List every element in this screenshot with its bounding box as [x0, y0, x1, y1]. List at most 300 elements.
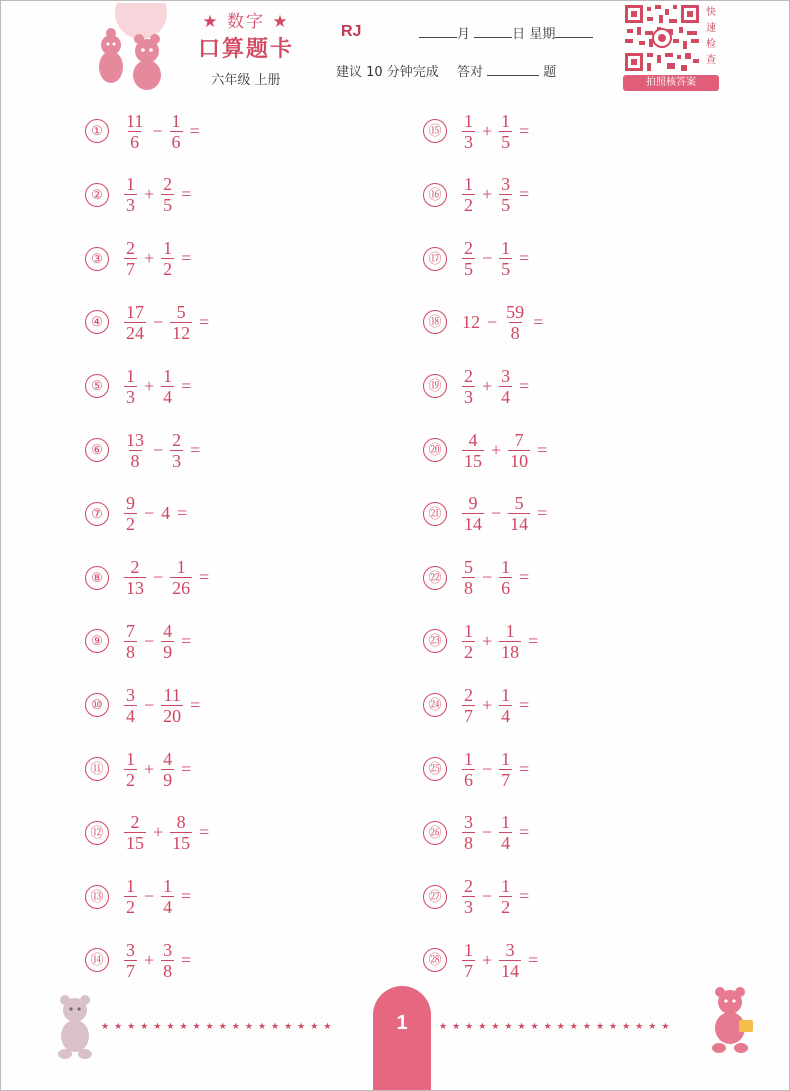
fraction	[124, 430, 146, 471]
answer-space[interactable]	[542, 948, 602, 972]
equals-sign: =	[537, 439, 548, 460]
answer-space[interactable]	[533, 757, 593, 781]
fraction	[462, 812, 475, 853]
numerator: 9	[126, 493, 135, 514]
problem-item	[423, 420, 611, 480]
equals-sign: =	[519, 694, 530, 715]
numerator: 2	[464, 684, 473, 705]
numerator: 17	[126, 301, 144, 322]
whole-number: 4	[161, 503, 171, 524]
fraction	[124, 302, 146, 343]
numerator: 4	[468, 429, 478, 450]
answer-space[interactable]	[533, 566, 593, 590]
answer-space[interactable]	[195, 885, 255, 909]
problem-number: ①	[85, 119, 109, 143]
numerator: 11	[163, 684, 181, 705]
denominator: 26	[172, 578, 191, 599]
numerator: 1	[501, 876, 511, 897]
fraction	[124, 621, 137, 662]
numerator: 1	[126, 174, 135, 195]
problem-item	[423, 611, 602, 671]
denominator: 6	[501, 578, 511, 599]
equals-sign: =	[533, 311, 544, 332]
numerator: 3	[163, 939, 173, 960]
fraction	[124, 238, 137, 279]
denominator: 3	[172, 450, 182, 471]
equals-sign: =	[199, 567, 210, 588]
star-icon: ★	[556, 1022, 570, 1032]
numerator: 2	[126, 238, 135, 259]
operator: −	[144, 694, 155, 715]
denominator: 6	[464, 769, 473, 790]
star-icon: ★	[543, 1022, 557, 1032]
denominator: 8	[163, 960, 173, 981]
day-blank[interactable]	[474, 25, 512, 38]
star-icon: ★	[179, 1022, 193, 1032]
operator: +	[482, 120, 493, 141]
numerator: 1	[464, 939, 473, 960]
answer-space[interactable]	[195, 183, 255, 207]
denominator: 15	[464, 450, 482, 471]
answer-space[interactable]	[191, 502, 251, 526]
operator: −	[144, 630, 155, 651]
fraction	[499, 876, 512, 917]
star-icon: ★	[569, 1022, 583, 1032]
fraction	[170, 302, 192, 343]
problem-number: ⑤	[85, 374, 109, 398]
operator: −	[482, 758, 493, 779]
star-icon: ★	[310, 1022, 324, 1032]
fraction	[124, 876, 137, 917]
numerator: 1	[501, 684, 511, 705]
fraction	[161, 876, 174, 917]
fraction	[170, 430, 183, 471]
answer-space[interactable]	[533, 693, 593, 717]
operator: +	[144, 184, 155, 205]
star-icon: ★	[595, 1022, 610, 1032]
numerator: 7	[126, 620, 135, 641]
fraction	[161, 621, 174, 662]
problem-item	[423, 484, 611, 544]
denominator: 14	[510, 514, 529, 535]
equals-sign: =	[181, 248, 192, 269]
answer-label: 答对	[456, 65, 483, 80]
denominator: 3	[126, 195, 135, 216]
star-icon: ★	[166, 1022, 180, 1032]
equals-sign: =	[528, 949, 539, 970]
numerator: 2	[130, 812, 140, 833]
operator: −	[482, 822, 493, 843]
denominator: 4	[163, 897, 173, 918]
fraction	[161, 749, 174, 790]
operator: −	[482, 886, 493, 907]
problem-number: ㉓	[423, 629, 447, 653]
equals-sign: =	[181, 375, 192, 396]
problem-number: ⑪	[85, 757, 109, 781]
numerator: 1	[501, 238, 511, 259]
problem-item	[85, 548, 273, 608]
numerator: 5	[464, 557, 473, 578]
equals-sign: =	[528, 630, 539, 651]
denominator: 4	[126, 705, 135, 726]
numerator: 7	[514, 429, 524, 450]
answer-space[interactable]	[533, 183, 593, 207]
problem-number: ⑩	[85, 693, 109, 717]
operator: +	[482, 375, 493, 396]
weekday-blank[interactable]	[555, 25, 593, 38]
operator: −	[144, 503, 155, 524]
problem-item	[85, 356, 255, 416]
answer-space[interactable]	[213, 310, 273, 334]
answer-space[interactable]	[195, 629, 255, 653]
problem-item	[423, 229, 593, 289]
equals-sign: =	[181, 949, 192, 970]
fraction	[462, 366, 475, 407]
equals-sign: =	[181, 184, 192, 205]
edition-label: RJ	[341, 23, 362, 40]
day-label: 日	[512, 27, 526, 42]
denominator: 15	[126, 833, 144, 854]
fraction	[462, 876, 475, 917]
star-icon: ★	[582, 1022, 596, 1032]
answer-space[interactable]	[551, 502, 611, 526]
operator: −	[482, 567, 493, 588]
answer-space[interactable]	[195, 948, 255, 972]
denominator: 5	[501, 259, 511, 280]
star-icon: ★	[127, 1022, 141, 1032]
denominator: 4	[163, 386, 173, 407]
problem-number: ④	[85, 310, 109, 334]
fraction	[161, 238, 174, 279]
problem-item	[423, 803, 593, 863]
denominator: 2	[501, 897, 511, 918]
equals-sign: =	[189, 120, 200, 141]
numerator: 1	[171, 110, 181, 131]
fraction	[124, 685, 137, 726]
operator: −	[153, 567, 164, 588]
numerator: 2	[464, 876, 473, 897]
answer-space[interactable]	[195, 374, 255, 398]
fraction	[124, 940, 137, 981]
operator: +	[482, 184, 493, 205]
side-char: 检	[706, 39, 716, 50]
equals-sign: =	[181, 630, 192, 651]
fraction	[124, 812, 146, 853]
operator: −	[153, 439, 164, 460]
answer-space[interactable]	[195, 247, 255, 271]
problem-number: ㉕	[423, 757, 447, 781]
footer	[1, 986, 789, 1090]
answer-space[interactable]	[533, 821, 593, 845]
problem-item	[85, 803, 273, 863]
star-icon: ★	[101, 1022, 115, 1032]
problem-number: ⑳	[423, 438, 447, 462]
qr-code-icon[interactable]	[623, 3, 701, 73]
equals-sign: =	[181, 886, 192, 907]
problem-number: ⑭	[85, 948, 109, 972]
numerator: 2	[172, 429, 182, 450]
denominator: 7	[501, 769, 511, 790]
star-icon: ★	[257, 1022, 272, 1032]
fraction	[462, 111, 475, 152]
numerator: 1	[126, 748, 135, 769]
advice-text: 建议 10 分钟完成	[336, 65, 439, 80]
operator: −	[153, 311, 164, 332]
numerator: 1	[464, 110, 473, 131]
answer-space[interactable]	[213, 821, 273, 845]
fraction	[462, 493, 484, 534]
fraction	[499, 685, 512, 726]
denominator: 5	[501, 131, 511, 152]
denominator: 13	[126, 578, 144, 599]
answer-space[interactable]	[204, 693, 264, 717]
problem-item	[423, 292, 607, 352]
star-icon: ★	[648, 1022, 662, 1032]
equals-sign: =	[519, 758, 530, 779]
operator: +	[482, 630, 493, 651]
fraction	[462, 749, 475, 790]
problem-item	[423, 356, 593, 416]
denominator: 7	[126, 960, 135, 981]
fraction	[499, 621, 521, 662]
numerator: 2	[130, 557, 140, 578]
problem-number: ㉔	[423, 693, 447, 717]
numerator: 8	[176, 812, 186, 833]
denominator: 4	[501, 833, 511, 854]
equals-sign: =	[190, 439, 201, 460]
problem-number: ⑫	[85, 821, 109, 845]
equals-sign: =	[181, 758, 192, 779]
fraction	[161, 174, 174, 215]
star-icon: ★	[530, 1022, 544, 1032]
denominator: 2	[126, 514, 135, 535]
problem-number: ㉘	[423, 948, 447, 972]
denominator: 9	[163, 769, 173, 790]
star-icon: ★	[609, 1022, 623, 1032]
denominator: 8	[126, 641, 135, 662]
star-icon: ★	[284, 1022, 298, 1032]
bear-right-icon	[703, 986, 757, 1056]
numerator: 1	[176, 557, 186, 578]
operator: +	[482, 694, 493, 715]
answer-space[interactable]	[533, 374, 593, 398]
star-icon: ★	[465, 1022, 479, 1032]
operator: −	[152, 120, 163, 141]
weekday-label: 星期	[529, 27, 556, 42]
denominator: 8	[464, 578, 473, 599]
problem-item	[85, 867, 255, 927]
denominator: 8	[510, 322, 520, 343]
star-icon: ★	[439, 1022, 453, 1032]
denominator: 2	[464, 641, 473, 662]
problem-number: ⑨	[85, 629, 109, 653]
denominator: 2	[126, 897, 135, 918]
fraction	[170, 557, 192, 598]
fraction	[124, 749, 137, 790]
stars-left	[101, 1022, 336, 1032]
problem-item	[85, 611, 255, 671]
star-icon: ★	[205, 1022, 219, 1032]
numerator: 3	[464, 812, 473, 833]
problem-number: ②	[85, 183, 109, 207]
fraction	[499, 749, 512, 790]
operator: +	[153, 822, 164, 843]
denominator: 14	[464, 514, 482, 535]
problem-item	[85, 101, 264, 161]
equals-sign: =	[519, 822, 530, 843]
answer-space[interactable]	[204, 438, 264, 462]
fraction	[499, 940, 521, 981]
numerator: 3	[126, 939, 135, 960]
bear-left-icon	[53, 994, 97, 1060]
problem-item	[85, 484, 251, 544]
equals-sign: =	[519, 120, 530, 141]
answer-space[interactable]	[533, 119, 593, 143]
numerator: 1	[501, 110, 511, 131]
fraction	[462, 557, 475, 598]
answer-space[interactable]	[542, 629, 602, 653]
operator: −	[144, 886, 155, 907]
whole-number: 12	[462, 311, 480, 332]
denominator: 18	[501, 641, 520, 662]
operator: −	[491, 503, 502, 524]
problem-item	[85, 739, 255, 799]
fraction	[124, 111, 145, 152]
operator: +	[144, 949, 155, 970]
answer-space[interactable]	[551, 438, 611, 462]
star-icon: ★	[114, 1022, 128, 1032]
equals-sign: =	[190, 694, 201, 715]
star-icon: ★	[504, 1022, 518, 1032]
month-blank[interactable]	[419, 25, 457, 38]
answer-space[interactable]	[533, 247, 593, 271]
operator: +	[144, 758, 155, 779]
side-char: 快	[706, 7, 716, 18]
star-icon: ★	[153, 1022, 167, 1032]
problem-item	[423, 867, 593, 927]
numerator: 3	[126, 684, 135, 705]
star-icon: ★	[140, 1022, 154, 1032]
equals-sign: =	[537, 503, 548, 524]
operator: +	[144, 248, 155, 269]
problem-number: ⑧	[85, 566, 109, 590]
numerator: 13	[126, 429, 144, 450]
fraction	[499, 812, 512, 853]
fraction	[124, 174, 137, 215]
numerator: 11	[126, 110, 144, 131]
fraction	[508, 493, 530, 534]
numerator: 5	[514, 493, 524, 514]
denominator: 10	[510, 450, 529, 471]
equals-sign: =	[519, 184, 530, 205]
fraction	[462, 174, 475, 215]
numerator: 9	[468, 493, 478, 514]
answer-space[interactable]	[195, 757, 255, 781]
denominator: 5	[163, 195, 173, 216]
denominator: 9	[163, 641, 173, 662]
problem-item	[85, 165, 255, 225]
denominator: 5	[501, 195, 511, 216]
denominator: 3	[464, 386, 473, 407]
answer-space[interactable]	[533, 885, 593, 909]
operator: +	[144, 375, 155, 396]
denominator: 5	[464, 259, 473, 280]
star-icon: ★	[661, 1022, 675, 1032]
denominator: 2	[126, 769, 135, 790]
numerator: 1	[464, 748, 473, 769]
fraction	[462, 621, 475, 662]
fraction	[124, 366, 137, 407]
fraction	[170, 812, 192, 853]
fraction	[499, 557, 512, 598]
problem-item	[85, 420, 264, 480]
numerator: 3	[501, 365, 511, 386]
star-icon: ★	[323, 1022, 337, 1032]
star-icon: ★	[622, 1022, 636, 1032]
problem-number: ㉒	[423, 566, 447, 590]
denominator: 3	[464, 897, 473, 918]
equals-sign: =	[519, 248, 530, 269]
scan-answer-button[interactable]: 拍照核答案	[623, 75, 719, 91]
fraction	[462, 940, 475, 981]
answer-space[interactable]	[204, 119, 264, 143]
problem-number: ⑥	[85, 438, 109, 462]
answer-blank[interactable]	[487, 63, 539, 76]
numerator: 1	[464, 174, 473, 195]
problem-number: ⑯	[423, 183, 447, 207]
problem-number: ③	[85, 247, 109, 271]
month-label: 月	[457, 27, 471, 42]
answer-space[interactable]	[213, 566, 273, 590]
page-number: 1	[396, 1012, 408, 1034]
equals-sign: =	[519, 567, 530, 588]
fraction	[499, 238, 512, 279]
numerator: 1	[464, 620, 473, 641]
advice-line	[336, 61, 556, 80]
answer-space[interactable]	[547, 310, 607, 334]
numerator: 1	[501, 748, 511, 769]
fraction	[462, 430, 484, 471]
problem-item	[85, 930, 255, 990]
numerator: 4	[163, 748, 173, 769]
numerator: 3	[505, 939, 515, 960]
page-tab	[373, 986, 431, 1090]
star-icon: ★	[478, 1022, 492, 1032]
denominator: 4	[501, 705, 511, 726]
star-icon: ★	[517, 1022, 531, 1032]
equals-sign: =	[519, 886, 530, 907]
problem-item	[423, 930, 602, 990]
operator: +	[482, 949, 493, 970]
denominator: 2	[163, 259, 173, 280]
denominator: 2	[464, 195, 473, 216]
star-icon: ★	[218, 1022, 232, 1032]
title-main: 口算题卡	[197, 37, 294, 62]
numerator: 1	[501, 812, 511, 833]
operator: −	[487, 311, 498, 332]
numerator: 1	[126, 365, 135, 386]
numerator: 1	[163, 238, 173, 259]
problem-number: ⑲	[423, 374, 447, 398]
problem-number: ⑱	[423, 310, 447, 334]
problem-number: ⑮	[423, 119, 447, 143]
grade-label: 六年级 上册	[211, 73, 281, 88]
numerator: 2	[163, 174, 173, 195]
operator: +	[491, 439, 502, 460]
star-icon: ★	[231, 1022, 245, 1032]
fraction	[499, 366, 512, 407]
numerator: 2	[464, 365, 473, 386]
